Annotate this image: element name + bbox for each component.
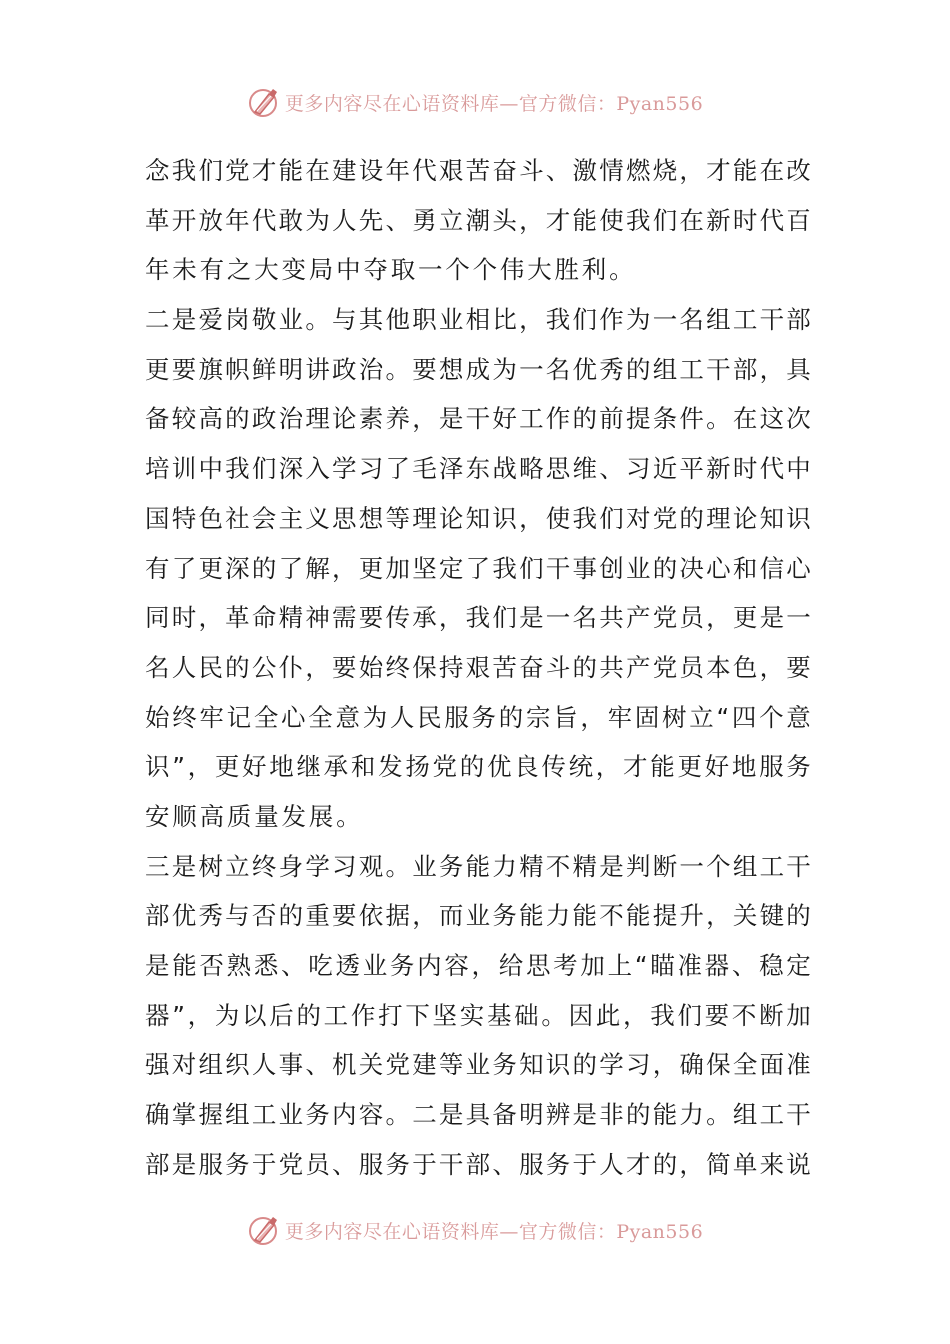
text-line: 有了更深的了解，更加坚定了我们干事创业的决心和信心: [145, 553, 811, 583]
text-line: 革开放年代敢为人先、勇立潮头，才能使我们在新时代百: [145, 205, 811, 235]
text-line: 部是服务于党员、服务于干部、服务于人才的，简单来说: [145, 1149, 811, 1179]
text-line: 识”，更好地继承和发扬党的优良传统，才能更好地服务: [145, 752, 811, 782]
text-line: 国特色社会主义思想等理论知识，使我们对党的理论知识: [145, 503, 811, 533]
text-line: 培训中我们深入学习了毛泽东战略思维、习近平新时代中: [145, 454, 811, 484]
header-watermark: [0, 82, 950, 122]
text-line: 名人民的公仆，要始终保持艰苦奋斗的共产党员本色，要: [145, 652, 811, 682]
text-line: 同时，革命精神需要传承，我们是一名共产党员，更是一: [145, 603, 811, 633]
text-line: 是能否熟悉、吃透业务内容，给思考加上“瞄准器、稳定: [145, 951, 811, 980]
text-line: 确掌握组工业务内容。二是具备明辨是非的能力。组工干: [145, 1100, 811, 1130]
text-line: 安顺高质量发展。: [145, 801, 364, 831]
text-line: 器”，为以后的工作打下坚实基础。因此，我们要不断加: [145, 1000, 811, 1030]
pen-nib-logo-icon: [247, 85, 281, 119]
text-line: 部优秀与否的重要依据，而业务能力能不能提升，关键的: [145, 901, 811, 931]
text-line: 念我们党才能在建设年代艰苦奋斗、激情燃烧，才能在改: [145, 156, 811, 185]
footer-watermark: [0, 1210, 950, 1250]
pen-nib-logo-icon: [247, 1213, 281, 1247]
document-body: [145, 146, 811, 1189]
text-line: 年未有之大变局中夺取一个个伟大胜利。: [145, 255, 637, 285]
text-line: 始终牢记全心全意为人民服务的宗旨，牢固树立“四个意: [145, 702, 811, 732]
text-line: 备较高的政治理论素养，是干好工作的前提条件。在这次: [145, 404, 811, 434]
watermark-text: 更多内容尽在心语资料库—官方微信：Pyan556: [284, 1220, 704, 1243]
text-line: 三是树立终身学习观。业务能力精不精是判断一个组工干: [145, 851, 811, 881]
watermark-text: 更多内容尽在心语资料库—官方微信：Pyan556: [284, 92, 704, 115]
text-line: 二是爱岗敬业。与其他职业相比，我们作为一名组工干部: [145, 305, 811, 335]
text-line: 更要旗帜鲜明讲政治。要想成为一名优秀的组工干部，具: [145, 354, 811, 384]
text-line: 强对组织人事、机关党建等业务知识的学习，确保全面准: [145, 1050, 811, 1080]
